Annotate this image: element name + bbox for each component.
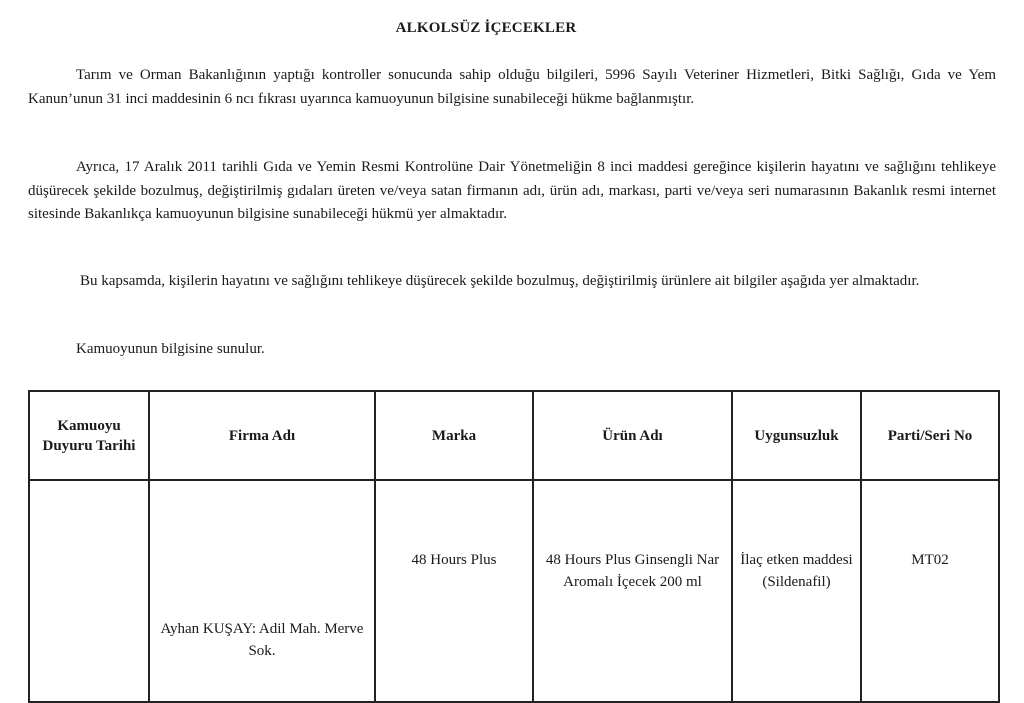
- cell-product-name: 48 Hours Plus Ginsengli Nar Aromalı İçecek 200 ml: [533, 480, 732, 702]
- paragraph-scope: Bu kapsamda, kişilerin hayatını ve sağlığını tehlikeye düşürecek şekilde bozulmuş, değiştirilmiş ürünlere ait bilgiler aşağıda yer almaktadır.: [80, 273, 920, 289]
- cell-firm-name: Ayhan KUŞAY: Adil Mah. Merve Sok.: [149, 480, 375, 702]
- cell-nonconformity: İlaç etken maddesi (Sildenafil): [732, 480, 861, 702]
- cell-batch-number: MT02: [861, 480, 999, 702]
- cell-brand: 48 Hours Plus: [375, 480, 533, 702]
- header-firm-name: Firma Adı: [149, 391, 375, 480]
- paragraph-closing: Kamuoyunun bilgisine sunulur.: [76, 341, 265, 357]
- header-announcement-date: Kamuoyu Duyuru Tarihi: [29, 391, 149, 480]
- document-title: ALKOLSÜZ İÇECEKLER: [395, 20, 577, 36]
- table-row: [29, 480, 999, 702]
- product-notice-table: [28, 390, 1000, 703]
- paragraph-regulation: Ayrıca, 17 Aralık 2011 tarihli Gıda ve Yemin Resmi Kontrolüne Dair Yönetmeliğin 8 inci maddesi gereğince kişilerin hayatını ve sağlığını tehlikeye düşürecek şekilde bozulmuş, değiştirilmiş gıdaları üreten ve/veya satan firmanın adı, ürün adı, markası, parti ve/veya seri numarasının Bakanlık resmi internet sitesinde Bakanlıkça kamuoyunun bilgisine sunabileceği hükmü yer almaktadır.: [28, 159, 996, 222]
- header-nonconformity: Uygunsuzluk: [732, 391, 861, 480]
- table-header-row: [29, 391, 999, 480]
- paragraph-legal-basis: Tarım ve Orman Bakanlığının yaptığı kontroller sonucunda sahip olduğu bilgileri, 5996 Sayılı Veteriner Hizmetleri, Bitki Sağlığı, Gıda ve Yem Kanun’unun 31 inci maddesinin 6 ncı fıkrası uyarınca kamuoyunun bilgisine sunabileceği hükme bağlanmıştır.: [28, 67, 996, 107]
- header-product-name: Ürün Adı: [533, 391, 732, 480]
- header-brand: Marka: [375, 391, 533, 480]
- cell-announcement-date: [29, 480, 149, 702]
- header-batch-number: Parti/Seri No: [861, 391, 999, 480]
